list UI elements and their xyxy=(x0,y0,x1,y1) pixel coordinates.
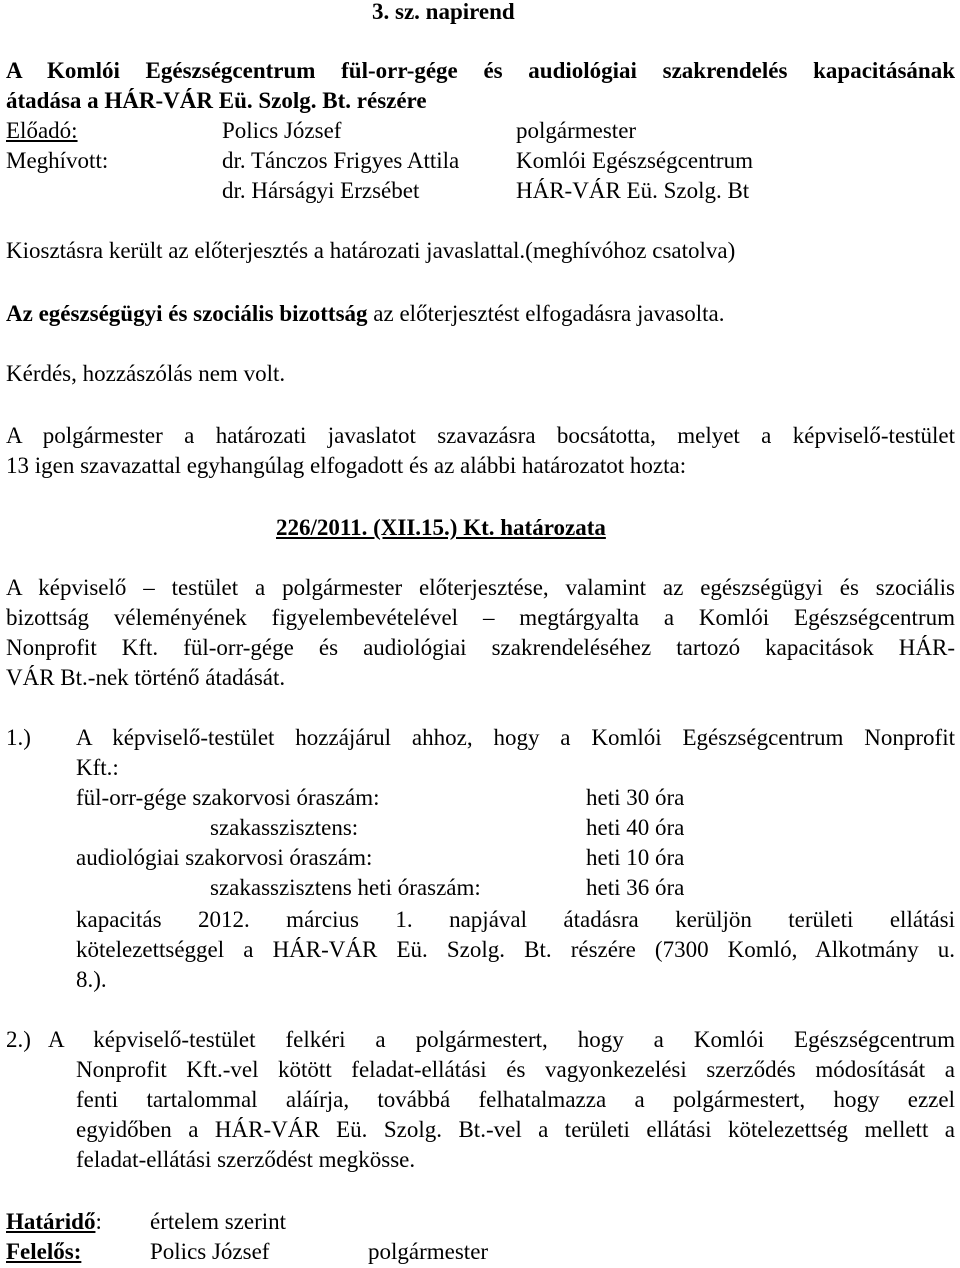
item-2-number: 2.) xyxy=(6,1027,31,1052)
invited-name: dr. Hárságyi Erzsébet xyxy=(222,178,420,203)
committee-name: Az egészségügyi és szociális bizottság xyxy=(6,301,368,326)
item-1-number: 1.) xyxy=(6,725,31,750)
presenter-name: Polics József xyxy=(222,118,342,143)
vote-line-2: 13 igen szavazattal egyhangúlag elfogadott és az alábbi határozatot hozta: xyxy=(6,453,687,478)
agenda-number: 3. sz. napirend xyxy=(372,0,515,24)
item-2-line: fenti tartalommal aláírja, továbbá felhatalmazza a polgármestert, hogy ezzel xyxy=(76,1087,955,1112)
responsible-name: Polics József xyxy=(150,1239,270,1264)
resolution-intro-line: Nonprofit Kft. fül-orr-gége és audiológiai szakrendeléséhez tartozó kapacitások HÁR- xyxy=(6,635,955,660)
responsible-label: Felelős: xyxy=(6,1239,82,1264)
responsible-role: polgármester xyxy=(368,1239,489,1264)
item-1-closing-line: kötelezettséggel a HÁR-VÁR Eü. Szolg. Bt. részére (7300 Komló, Alkotmány u. xyxy=(76,937,955,962)
capacity-label: szakasszisztens: xyxy=(210,815,359,840)
capacity-value: heti 10 óra xyxy=(586,845,685,870)
item-1-closing-line: 8.). xyxy=(76,967,107,992)
title-line-1: A Komlói Egészségcentrum fül-orr-gége és audiológiai szakrendelés kapacitásának xyxy=(6,58,955,83)
committee-text: az előterjesztést elfogadásra javasolta. xyxy=(367,301,725,326)
committee-recommendation xyxy=(6,299,725,329)
title-line-2: átadása a HÁR-VÁR Eü. Szolg. Bt. részére xyxy=(6,88,427,113)
capacity-label: fül-orr-gége szakorvosi óraszám: xyxy=(76,785,380,810)
resolution-intro-line: bizottság véleményének figyelembevételével – megtárgyalta a Komlói Egészségcentrum xyxy=(6,605,955,630)
deadline-colon: : xyxy=(95,1209,102,1234)
deadline-label: Határidő xyxy=(6,1209,96,1234)
capacity-value: heti 36 óra xyxy=(586,875,685,900)
item-2-line: A képviselő-testület felkéri a polgármestert, hogy a Komlói Egészségcentrum xyxy=(48,1027,955,1052)
capacity-label: szakasszisztens heti óraszám: xyxy=(210,875,481,900)
distributed-note: Kiosztásra került az előterjesztés a határozati javaslattal.(meghívóhoz csatolva) xyxy=(6,238,736,263)
capacity-value: heti 30 óra xyxy=(586,785,685,810)
item-2-line: feladat-ellátási szerződést megkösse. xyxy=(76,1147,416,1172)
item-1-line: A képviselő-testület hozzájárul ahhoz, hogy a Komlói Egészségcentrum Nonprofit xyxy=(76,725,955,750)
invited-name: dr. Tánczos Frigyes Attila xyxy=(222,148,460,173)
resolution-intro-line: A képviselő – testület a polgármester előterjesztése, valamint az egészségügyi és szociális xyxy=(6,575,955,600)
presenter-label: Előadó: xyxy=(6,118,78,143)
resolution-intro-line: VÁR Bt.-nek történő átadását. xyxy=(6,665,286,690)
capacity-label: audiológiai szakorvosi óraszám: xyxy=(76,845,373,870)
vote-line-1: A polgármester a határozati javaslatot szavazásra bocsátotta, melyet a képviselő-testület xyxy=(6,423,955,448)
questions-note: Kérdés, hozzászólás nem volt. xyxy=(6,361,286,386)
presenter-role: polgármester xyxy=(516,118,637,143)
deadline-row xyxy=(6,1207,102,1237)
capacity-value: heti 40 óra xyxy=(586,815,685,840)
item-2-line: Nonprofit Kft.-vel kötött feladat-ellátási és vagyonkezelési szerződés módosítását a xyxy=(76,1057,955,1082)
item-1-line: Kft.: xyxy=(76,755,119,780)
deadline-value: értelem szerint xyxy=(150,1209,287,1234)
invited-org: Komlói Egészségcentrum xyxy=(516,148,753,173)
item-1-closing-line: kapacitás 2012. március 1. napjával átadásra kerüljön területi ellátási xyxy=(76,907,955,932)
resolution-number: 226/2011. (XII.15.) Kt. határozata xyxy=(276,515,606,540)
item-2-line: egyidőben a HÁR-VÁR Eü. Szolg. Bt.-vel a területi ellátási kötelezettség mellett a xyxy=(76,1117,955,1142)
invited-label: Meghívott: xyxy=(6,148,109,173)
invited-org: HÁR-VÁR Eü. Szolg. Bt xyxy=(516,178,750,203)
